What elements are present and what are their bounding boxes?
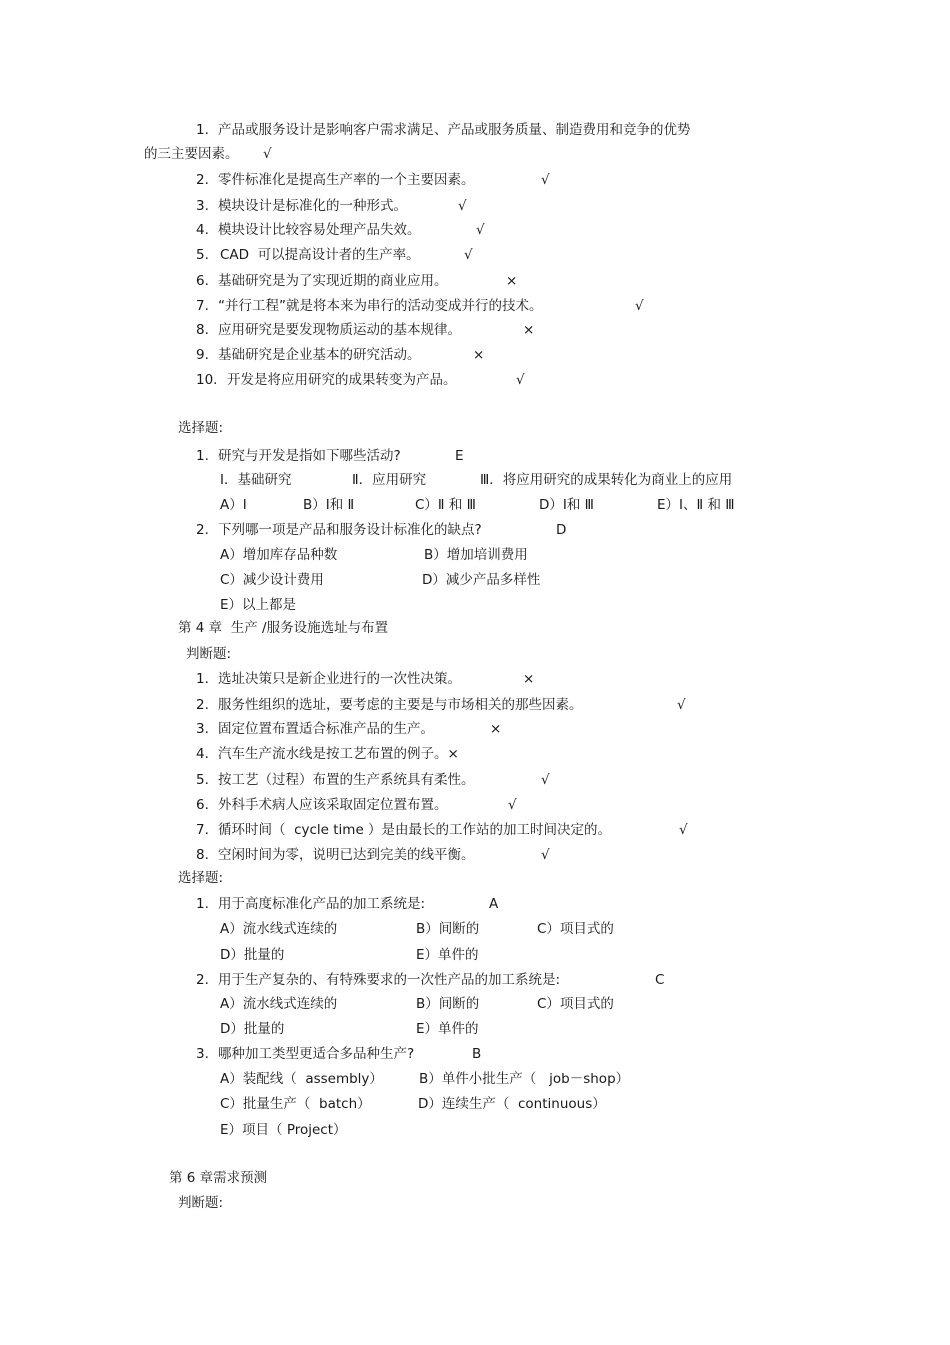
ch4-judge-item-4-number: 4. (196, 746, 209, 762)
ch4-judge-item-7-text: 循环时间（ cycle time ）是由最长的工作站的加工时间决定的。 (218, 822, 612, 838)
ch4-choice-q2-option-a: A）流水线式连续的 (220, 996, 338, 1012)
judge1-item-8-text: 应用研究是要发现物质运动的基本规律。 (218, 322, 461, 338)
ch4-judge-item-6-text: 外科手术病人应该采取固定位置布置。 (218, 797, 448, 813)
judge1-item-7-mark: √ (635, 298, 644, 314)
ch4-choice-q2-text: 用于生产复杂的、有特殊要求的一次性产品的加工系统是: (218, 972, 561, 988)
judge1-item-5-mark: √ (464, 247, 473, 263)
ch4-choice-q1-option-a: A）流水线式连续的 (220, 921, 338, 937)
judge1-item-1-mark: √ (263, 146, 272, 162)
ch4-choice-q3-option-b: B）单件小批生产（ job－shop） (419, 1071, 630, 1087)
judge1-item-2-number: 2. (196, 172, 209, 188)
choice1-q1-answer: E (455, 448, 464, 464)
ch4-choice-q2-answer: C (655, 972, 665, 988)
judge1-item-10-number: 10. (196, 372, 218, 388)
chapter4-choice-heading: 选择题: (178, 870, 224, 886)
ch4-judge-item-7-mark: √ (679, 822, 688, 838)
choice1-q1-number: 1. (196, 448, 209, 464)
ch4-judge-item-2-text: 服务性组织的选址，要考虑的主要是与市场相关的那些因素。 (218, 697, 583, 713)
ch4-choice-q1-number: 1. (196, 896, 209, 912)
ch4-judge-item-5-mark: √ (541, 772, 550, 788)
judge1-item-9-mark: × (473, 347, 485, 363)
judge1-item-6-text: 基础研究是为了实现近期的商业应用。 (218, 273, 448, 289)
ch4-choice-q1-option-c: C）项目式的 (537, 921, 614, 937)
ch4-choice-q1-option-b: B）间断的 (416, 921, 480, 937)
judge1-item-3-mark: √ (458, 198, 467, 214)
judge1-item-4-number: 4. (196, 222, 209, 238)
ch4-choice-q1-text: 用于高度标准化产品的加工系统是: (218, 896, 426, 912)
ch4-judge-item-8-number: 8. (196, 847, 209, 863)
choice1-q1-option-c: C）Ⅱ 和 Ⅲ (415, 497, 476, 513)
judge1-item-6-mark: × (506, 273, 518, 289)
ch4-choice-q3-option-e: E）项目（ Project） (220, 1122, 347, 1138)
ch4-judge-item-3-number: 3. (196, 721, 209, 737)
judge1-item-7-text: “并行工程”就是将本来为串行的活动变成并行的技术。 (218, 298, 543, 314)
judge1-item-8-number: 8. (196, 322, 209, 338)
chapter6-title: 第 6 章需求预测 (169, 1170, 268, 1186)
ch4-judge-item-2-mark: √ (677, 697, 686, 713)
judge1-item-5-number: 5. (196, 247, 209, 263)
ch4-judge-item-3-text: 固定位置布置适合标准产品的生产。 (218, 721, 434, 737)
ch4-judge-item-6-number: 6. (196, 797, 209, 813)
judge1-item-7-number: 7. (196, 298, 209, 314)
ch4-judge-item-2-number: 2. (196, 697, 209, 713)
judge1-item-1-text-cont: 的三主要因素。 (144, 146, 239, 162)
judge1-item-1-number: 1. (196, 122, 209, 138)
ch4-choice-q3-text: 哪种加工类型更适合多品种生产? (218, 1046, 415, 1062)
choice1-q2-number: 2. (196, 522, 209, 538)
ch4-judge-item-6-mark: √ (508, 797, 517, 813)
chapter4-judge-heading: 判断题: (186, 646, 232, 662)
ch4-judge-item-5-number: 5. (196, 772, 209, 788)
choice1-q1-statement-3: Ⅲ．将应用研究的成果转化为商业上的应用 (480, 472, 733, 488)
judge1-item-3-number: 3. (196, 198, 209, 214)
choice1-q2-option-e: E）以上都是 (220, 597, 297, 613)
ch4-choice-q1-answer: A (489, 896, 499, 912)
ch4-judge-item-8-mark: √ (541, 847, 550, 863)
choice1-heading: 选择题: (178, 420, 224, 436)
ch4-choice-q2-option-d: D）批量的 (220, 1021, 285, 1037)
ch4-choice-q2-number: 2. (196, 972, 209, 988)
judge1-item-8-mark: × (523, 322, 535, 338)
ch4-choice-q3-option-c: C）批量生产（ batch） (220, 1096, 371, 1112)
choice1-q2-text: 下列哪一项是产品和服务设计标准化的缺点? (218, 522, 482, 538)
judge1-item-10-text: 开发是将应用研究的成果转变为产品。 (227, 372, 457, 388)
choice1-q2-option-c: C）减少设计费用 (220, 572, 324, 588)
ch4-judge-item-1-mark: × (523, 671, 535, 687)
judge1-item-3-text: 模块设计是标准化的一种形式。 (218, 198, 407, 214)
judge1-item-2-text: 零件标准化是提高生产率的一个主要因素。 (218, 172, 475, 188)
judge1-item-5-text: CAD 可以提高设计者的生产率。 (220, 247, 420, 263)
ch4-judge-item-7-number: 7. (196, 822, 209, 838)
choice1-q1-option-b: B）Ⅰ和 Ⅱ (303, 497, 355, 513)
judge1-item-4-text: 模块设计比较容易处理产品失效。 (218, 222, 421, 238)
judge1-item-9-text: 基础研究是企业基本的研究活动。 (218, 347, 421, 363)
choice1-q2-option-b: B）增加培训费用 (424, 547, 528, 563)
choice1-q2-option-a: A）增加库存品种数 (220, 547, 338, 563)
judge1-item-9-number: 9. (196, 347, 209, 363)
ch4-choice-q1-option-e: E）单件的 (416, 947, 479, 963)
ch4-choice-q3-option-d: D）连续生产（ continuous） (418, 1096, 606, 1112)
judge1-item-2-mark: √ (541, 172, 550, 188)
ch4-choice-q2-option-b: B）间断的 (416, 996, 480, 1012)
ch4-judge-item-1-number: 1. (196, 671, 209, 687)
ch4-choice-q2-option-c: C）项目式的 (537, 996, 614, 1012)
choice1-q1-option-d: D）Ⅰ和 Ⅲ (539, 497, 594, 513)
choice1-q1-text: 研究与开发是指如下哪些活动? (218, 448, 401, 464)
choice1-q1-statement-1: Ⅰ．基础研究 (220, 472, 292, 488)
ch4-judge-item-5-text: 按工艺（过程）布置的生产系统具有柔性。 (218, 772, 475, 788)
judge1-item-4-mark: √ (476, 222, 485, 238)
choice1-q1-option-e: E）Ⅰ、Ⅱ 和 Ⅲ (657, 497, 735, 513)
choice1-q1-statement-2: Ⅱ．应用研究 (352, 472, 427, 488)
choice1-q2-option-d: D）减少产品多样性 (422, 572, 541, 588)
ch4-judge-item-8-text: 空闲时间为零，说明已达到完美的线平衡。 (218, 847, 475, 863)
ch4-judge-item-3-mark: × (490, 721, 502, 737)
chapter4-title: 第 4 章 生产 /服务设施选址与布置 (178, 620, 389, 636)
ch4-choice-q1-option-d: D）批量的 (220, 947, 285, 963)
choice1-q1-option-a: A）Ⅰ (220, 497, 247, 513)
ch4-choice-q3-option-a: A）装配线（ assembly） (220, 1071, 383, 1087)
ch4-choice-q3-number: 3. (196, 1046, 209, 1062)
choice1-q2-answer: D (556, 522, 567, 538)
judge1-item-10-mark: √ (516, 372, 525, 388)
ch4-choice-q2-option-e: E）单件的 (416, 1021, 479, 1037)
ch4-choice-q3-answer: B (472, 1046, 482, 1062)
chapter6-judge-heading: 判断题: (178, 1195, 224, 1211)
ch4-judge-item-4-text: 汽车生产流水线是按工艺布置的例子。× (218, 746, 459, 762)
judge1-item-1-text: 产品或服务设计是影响客户需求满足、产品或服务质量、制造费用和竞争的优势 (218, 122, 691, 138)
ch4-judge-item-1-text: 选址决策只是新企业进行的一次性决策。 (218, 671, 461, 687)
judge1-item-6-number: 6. (196, 273, 209, 289)
